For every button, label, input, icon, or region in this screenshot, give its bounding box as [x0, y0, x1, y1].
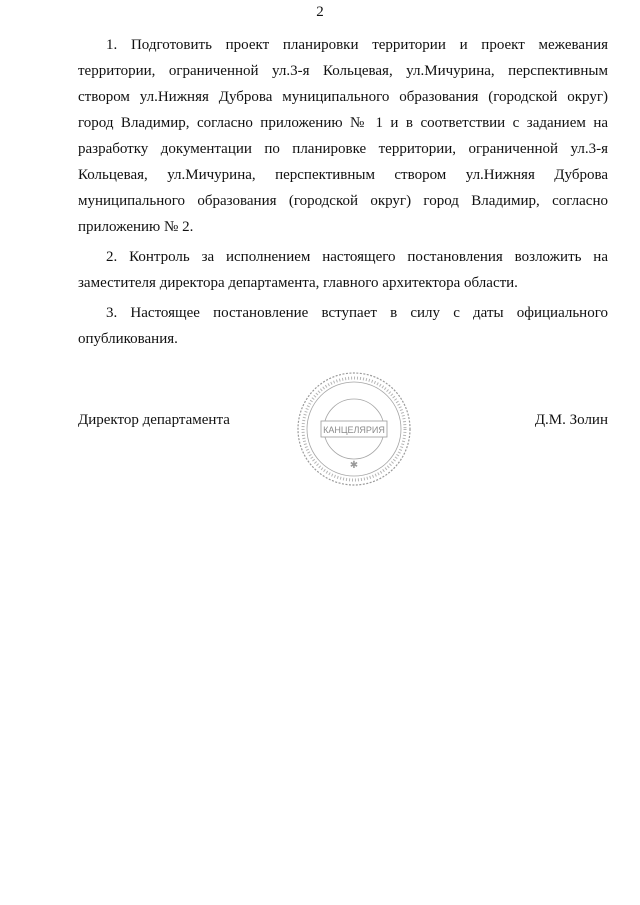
- stamp-center-text: КАНЦЕЛЯРИЯ: [323, 425, 385, 435]
- paragraph-1: 1. Подготовить проект планировки территории и проект межевания территории, ограниченной ул.3-я Кольцевая, ул.Мичурина, перспективным створом ул.Нижняя Дуброва муниципального образования (городской округ) город Владимир, согласно приложению № 1 и в соответствии с заданием на разработку документации по планировке территории, ограниченной ул.3-я Кольцевая, ул.Мичурина, перспективным створом ул.Нижняя Дуброва муниципального образования (городской округ) город Владимир, согласно приложению № 2.: [78, 37, 608, 235]
- signatory-name: Д.М. Золин: [534, 412, 608, 428]
- signatory-title: Директор департамента: [78, 412, 230, 428]
- paragraph-3: 3. Настоящее постановление вступает в силу с даты официального опубликования.: [78, 305, 608, 347]
- office-stamp: [295, 370, 413, 488]
- document-body: [78, 32, 608, 356]
- page-number: 2: [316, 4, 324, 20]
- svg-text:✱: ✱: [349, 460, 359, 471]
- paragraph-2: 2. Контроль за исполнением настоящего постановления возложить на заместителя директора департамента, главного архитектора области.: [78, 249, 608, 291]
